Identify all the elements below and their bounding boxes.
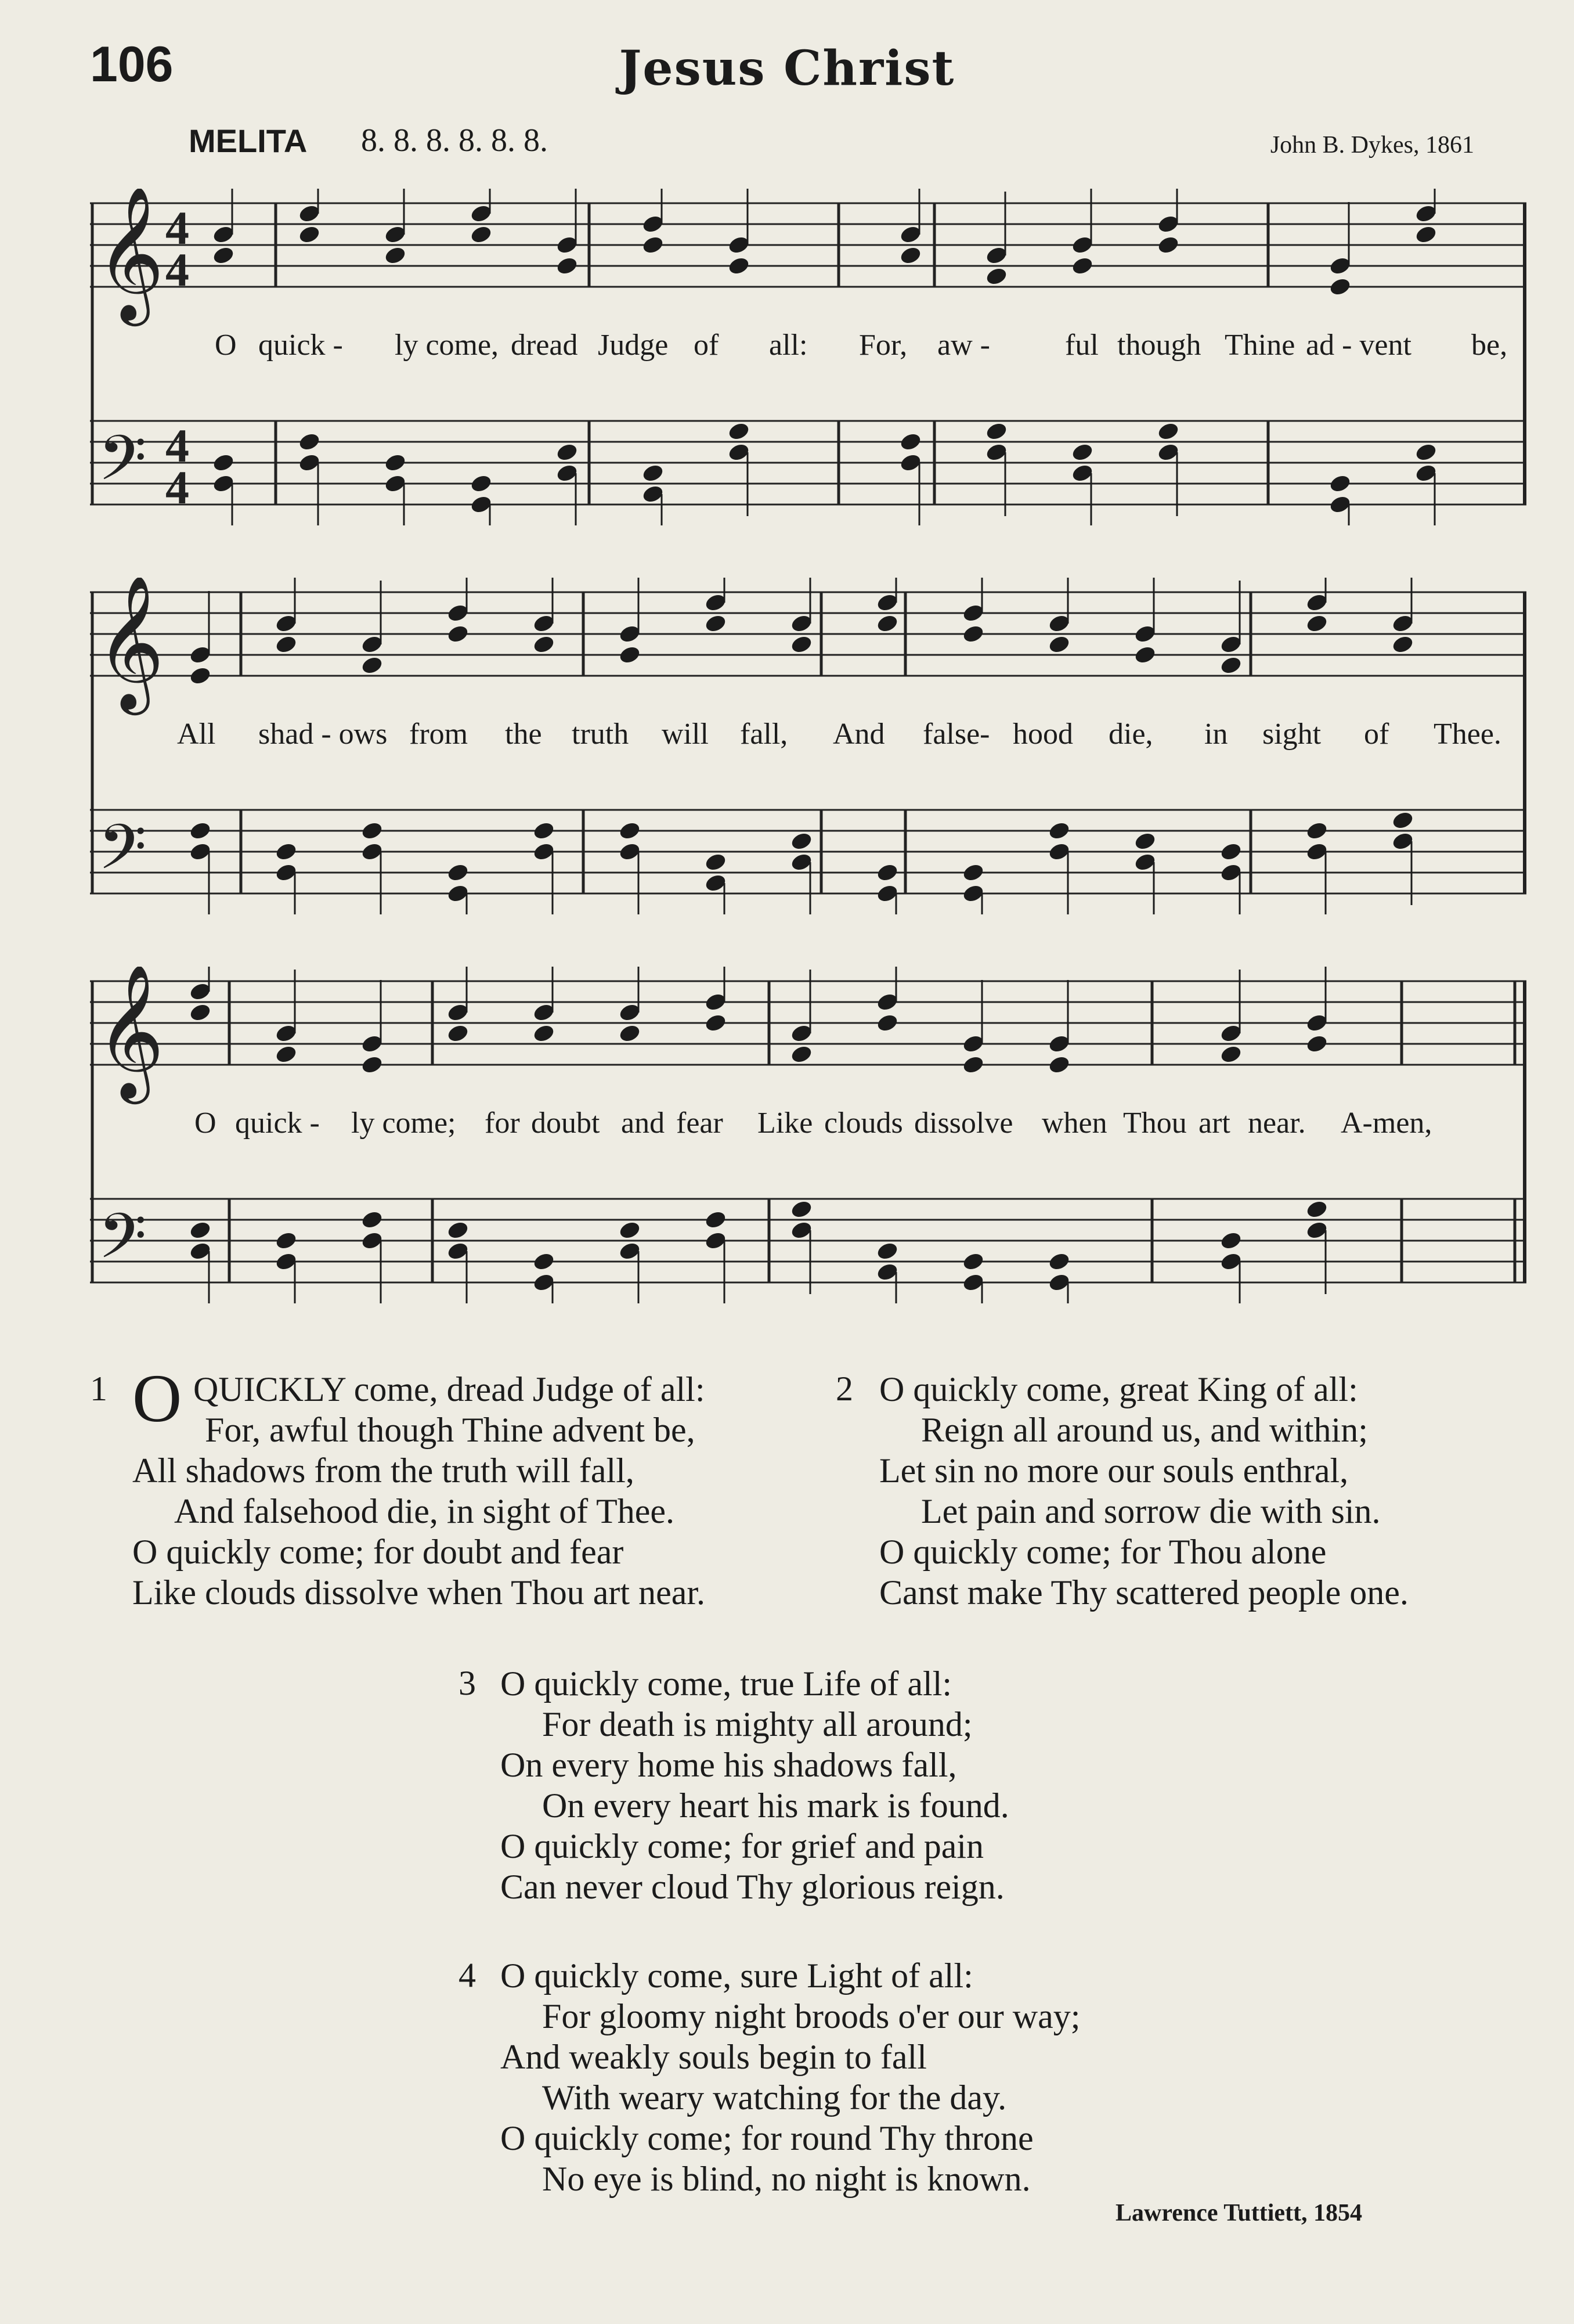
note-head (641, 463, 665, 484)
lyric-syllable: Thine (1225, 329, 1295, 362)
time-signature: 4 (165, 243, 189, 296)
music-system-1 (90, 189, 1526, 525)
verse-line: With weary watching for the day. (542, 2078, 1007, 2117)
lyric-syllable: false- (923, 718, 990, 751)
verse-line: Let pain and sorrow die with sin. (921, 1492, 1381, 1530)
lyric-syllable: dissolve (914, 1107, 1013, 1140)
note-head (298, 224, 322, 245)
note-head (876, 862, 900, 883)
note-head (618, 820, 642, 841)
lyric-syllable: be, (1471, 329, 1508, 362)
note-head (704, 1209, 728, 1230)
verse-4-number: 4 (459, 1956, 476, 1994)
lyric-syllable: Thou (1123, 1107, 1187, 1140)
note-head (1305, 613, 1329, 634)
note-head (360, 820, 384, 841)
lyric-syllable: doubt (531, 1107, 600, 1140)
lyric-syllable: all: (769, 329, 808, 362)
note-head (1219, 1230, 1243, 1251)
lyric-syllable: Like (757, 1107, 813, 1140)
verse-line: O quickly come; for grief and pain (500, 1827, 984, 1865)
note-head (189, 665, 212, 686)
note-head (704, 1013, 728, 1033)
note-head (275, 1230, 298, 1251)
treble-clef: 𝄞 (96, 578, 165, 709)
lyric-syllable: quick - (235, 1107, 320, 1140)
note-head (384, 245, 407, 266)
verse-line: Like clouds dissolve when Thou art near. (132, 1573, 706, 1612)
note-head (1328, 473, 1352, 494)
note-head (618, 1220, 642, 1241)
note-head (1048, 634, 1071, 655)
note-head (704, 613, 728, 634)
note-head (446, 624, 470, 644)
bass-clef: 𝄢 (98, 810, 147, 899)
lyric-syllable: ful (1065, 329, 1099, 362)
verse-line: And falsehood die, in sight of Thee. (174, 1492, 675, 1530)
lyric-syllable: from (409, 718, 468, 751)
note-head (446, 862, 470, 883)
note-head (212, 245, 236, 266)
note-head (1305, 820, 1329, 841)
note-head (790, 831, 814, 852)
lyric-syllable: for (485, 1107, 520, 1140)
note-head (1048, 1251, 1071, 1272)
note-head (1219, 655, 1243, 676)
note-head (876, 613, 900, 634)
lyric-syllable: quick - (258, 329, 343, 362)
lyric-syllable: sight (1262, 718, 1322, 751)
note-head (1414, 442, 1438, 463)
note-head (618, 1023, 642, 1044)
lyric-syllable: die, (1109, 718, 1153, 751)
note-head (470, 224, 493, 245)
note-head (1048, 1054, 1071, 1075)
note-head (298, 431, 322, 452)
note-head (876, 1013, 900, 1033)
lyric-syllable: fear (676, 1107, 723, 1140)
composer-credit: John B. Dykes, 1861 (1270, 132, 1474, 158)
lyric-syllable: truth (572, 718, 629, 751)
note-head (790, 634, 814, 655)
note-head (727, 255, 751, 276)
lyric-syllable: hood (1013, 718, 1073, 751)
note-head (189, 820, 212, 841)
verse-4 (500, 1955, 1080, 2199)
note-head (360, 655, 384, 676)
lyric-syllable: near. (1248, 1107, 1306, 1140)
verse-line: For gloomy night broods o'er our way; (542, 1997, 1081, 2035)
note-head (899, 245, 923, 266)
note-head (275, 841, 298, 862)
note-head (1219, 1044, 1243, 1065)
verse-1-number: 1 (90, 1370, 107, 1408)
lyric-syllable: ad - vent (1306, 329, 1411, 362)
note-head (1048, 820, 1071, 841)
note-head (189, 1002, 212, 1023)
verse-line: O quickly come, great King of all: (879, 1370, 1358, 1408)
note-head (1157, 421, 1180, 442)
note-head (618, 644, 642, 665)
note-head (360, 1209, 384, 1230)
bass-clef: 𝄢 (98, 1199, 147, 1288)
note-head (189, 1220, 212, 1241)
lyric-syllable: clouds (824, 1107, 903, 1140)
note-head (1071, 255, 1095, 276)
verse-line: Canst make Thy scattered people one. (879, 1573, 1409, 1612)
verse-line: On every heart his mark is found. (542, 1786, 1009, 1825)
note-head (1219, 841, 1243, 862)
lyric-syllable: All (177, 718, 216, 751)
lyric-syllable: though (1117, 329, 1201, 362)
verse-line: O quickly come, sure Light of all: (500, 1957, 973, 1995)
lyric-syllable: shad - ows (258, 718, 388, 751)
verse-line: For, awful though Thine advent be, (205, 1411, 695, 1449)
note-head (470, 473, 493, 494)
lyric-syllable: Thee. (1434, 718, 1501, 751)
lyric-syllable: For, (859, 329, 908, 362)
verse-line: Can never cloud Thy glorious reign. (500, 1868, 1005, 1906)
note-head (962, 1054, 985, 1075)
lyric-syllable: aw - (937, 329, 990, 362)
note-head (1071, 442, 1095, 463)
note-head (1133, 644, 1157, 665)
verse-1-initial: O (132, 1360, 182, 1436)
page-number: 106 (90, 37, 174, 92)
verse-1 (132, 1369, 705, 1613)
verse-line: For death is mighty all around; (542, 1705, 973, 1743)
note-head (790, 1044, 814, 1065)
note-head (532, 634, 556, 655)
lyric-syllable: ly come; (351, 1107, 456, 1140)
note-head (532, 1251, 556, 1272)
treble-clef: 𝄞 (96, 189, 165, 320)
note-head (446, 1023, 470, 1044)
note-head (727, 421, 751, 442)
note-head (1391, 810, 1415, 831)
lyric-syllable: will (662, 718, 709, 751)
verse-line: No eye is blind, no night is known. (542, 2160, 1031, 2198)
lyric-syllable: and (621, 1107, 665, 1140)
page-title: Jesus Christ (619, 41, 955, 96)
lyric-syllable: And (833, 718, 885, 751)
note-head (446, 1220, 470, 1241)
bass-clef: 𝄢 (98, 421, 147, 510)
verse-line: O quickly come, true Life of all: (500, 1664, 952, 1703)
verse-3 (500, 1663, 1009, 1907)
lyric-syllable: O (215, 329, 237, 362)
lyric-syllable: dread (511, 329, 578, 362)
note-head (962, 862, 985, 883)
lyric-syllable: A-men, (1341, 1107, 1432, 1140)
note-head (360, 1054, 384, 1075)
note-head (532, 820, 556, 841)
note-head (212, 452, 236, 473)
note-head (1133, 831, 1157, 852)
note-head (1328, 276, 1352, 297)
note-head (1414, 224, 1438, 245)
note-head (962, 624, 985, 644)
time-signature: 4 (165, 461, 189, 514)
music-system-2 (90, 578, 1526, 914)
note-head (555, 442, 579, 463)
lyric-syllable: in (1204, 718, 1228, 751)
note-head (555, 255, 579, 276)
verse-line: O quickly come; for Thou alone (879, 1533, 1327, 1571)
note-head (790, 1199, 814, 1220)
verse-3-number: 3 (459, 1664, 476, 1702)
verse-line: QUICKLY come, dread Judge of all: (193, 1370, 705, 1408)
lyric-syllable: of (694, 329, 719, 362)
lyric-syllable: Judge (598, 329, 669, 362)
note-head (876, 1241, 900, 1262)
tune-name: MELITA (189, 122, 308, 159)
note-head (641, 235, 665, 255)
verse-line: On every home his shadows fall, (500, 1746, 957, 1784)
tune-meter: 8. 8. 8. 8. 8. 8. (361, 122, 548, 158)
lyric-syllable: the (505, 718, 542, 751)
note-head (704, 852, 728, 873)
verse-line: And weakly souls begin to fall (500, 2038, 927, 2076)
lyric-syllable: of (1364, 718, 1389, 751)
verse-line: All shadows from the truth will fall, (132, 1451, 634, 1490)
verse-line: Reign all around us, and within; (921, 1411, 1368, 1449)
time-signature: 4 (165, 419, 189, 472)
note-head (275, 634, 298, 655)
note-head (1305, 1033, 1329, 1054)
note-head (962, 1251, 985, 1272)
note-head (1391, 634, 1415, 655)
verse-line: O quickly come; for round Thy throne (500, 2119, 1034, 2157)
note-head (275, 1044, 298, 1065)
verse-2 (879, 1369, 1409, 1613)
verse-line: Let sin no more our souls enthral, (879, 1451, 1349, 1490)
lyric-syllable: O (194, 1107, 216, 1140)
note-head (985, 266, 1009, 287)
verse-2-number: 2 (836, 1370, 853, 1408)
note-head (1305, 1199, 1329, 1220)
lyric-syllable: art (1198, 1107, 1230, 1140)
verse-line: O quickly come; for doubt and fear (132, 1533, 624, 1571)
treble-clef: 𝄞 (96, 967, 165, 1098)
note-head (899, 431, 923, 452)
music-system-3 (90, 967, 1526, 1303)
lyric-syllable: when (1042, 1107, 1107, 1140)
author-credit: Lawrence Tuttiett, 1854 (1115, 2200, 1362, 2226)
lyric-syllable: fall, (740, 718, 788, 751)
lyric-syllable: ly come, (395, 329, 499, 362)
note-head (1157, 235, 1180, 255)
time-signature: 4 (165, 201, 189, 254)
note-head (985, 421, 1009, 442)
note-head (384, 452, 407, 473)
note-head (532, 1023, 556, 1044)
